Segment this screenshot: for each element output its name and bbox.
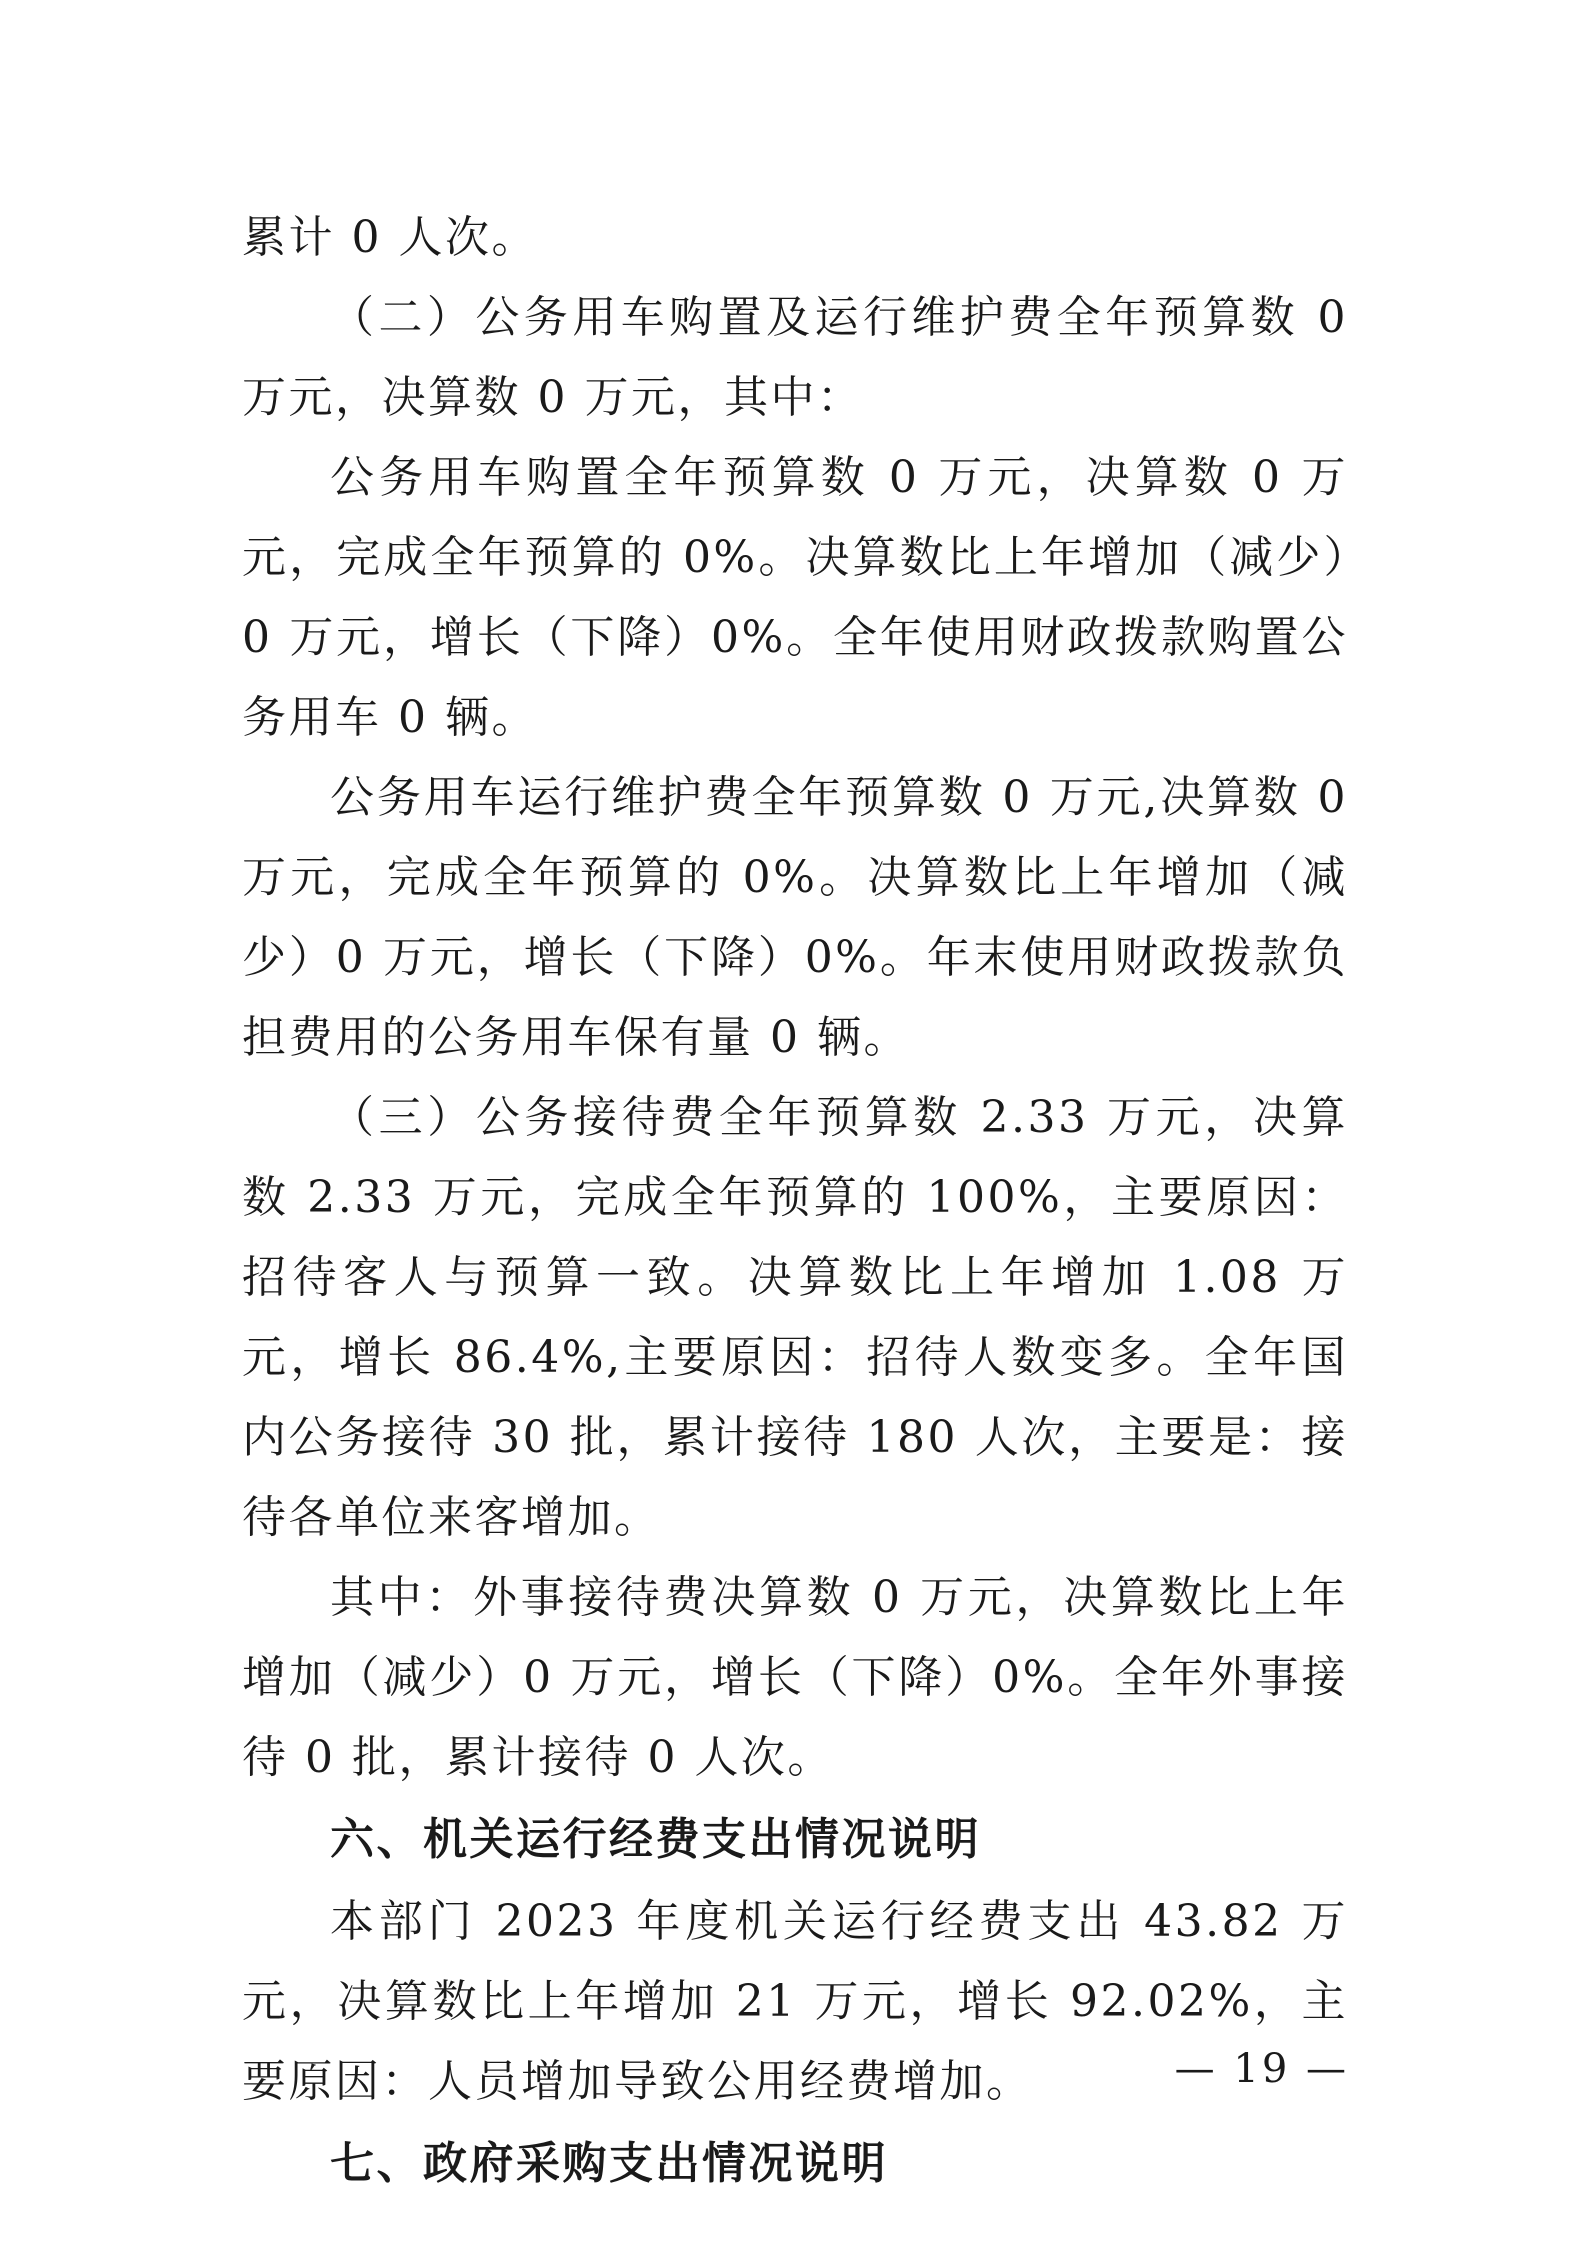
paragraph-official-vehicle-summary: （二）公务用车购置及运行维护费全年预算数 0 万元，决算数 0 万元，其中： <box>242 292 1348 423</box>
paragraph-vehicle-purchase: 公务用车购置全年预算数 0 万元，决算数 0 万元，完成全年预算的 0%。决算数比上年增加（减少）0 万元，增长（下降）0%。全年使用财政拨款购置公务用车 0 辆。 <box>242 452 1348 743</box>
paragraph-foreign-reception: 其中：外事接待费决算数 0 万元，决算数比上年增加（减少）0 万元，增长（下降）0%。全年外事接待 0 批，累计接待 0 人次。 <box>242 1572 1348 1783</box>
section-heading-operating-expenses: 六、机关运行经费支出情况说明 <box>330 1814 981 1865</box>
document-body <box>242 198 1348 2206</box>
paragraph-visitor-total-continued: 累计 0 人次。 <box>242 212 538 263</box>
page-number: — 19 — <box>1174 2046 1349 2092</box>
section-heading-government-procurement: 七、政府采购支出情况说明 <box>330 2138 888 2189</box>
paragraph-vehicle-maintenance: 公务用车运行维护费全年预算数 0 万元,决算数 0 万元，完成全年预算的 0%。决算数比上年增加（减少）0 万元，增长（下降）0%。年末使用财政拨款负担费用的公务用车保有量 0 辆。 <box>242 772 1348 1063</box>
paragraph-official-reception: （三）公务接待费全年预算数 2.33 万元，决算数 2.33 万元，完成全年预算的 100%，主要原因：招待客人与预算一致。决算数比上年增加 1.08 万元，增长 86.4%,主要原因：招待人数变多。全年国内公务接待 30 批，累计接待 180 人次，主要是：接待各单位来客增加。 <box>242 1092 1348 1543</box>
paragraph-operating-expenses: 本部门 2023 年度机关运行经费支出 43.82 万元，决算数比上年增加 21 万元，增长 92.02%，主要原因：人员增加导致公用经费增加。 <box>242 1896 1348 2107</box>
